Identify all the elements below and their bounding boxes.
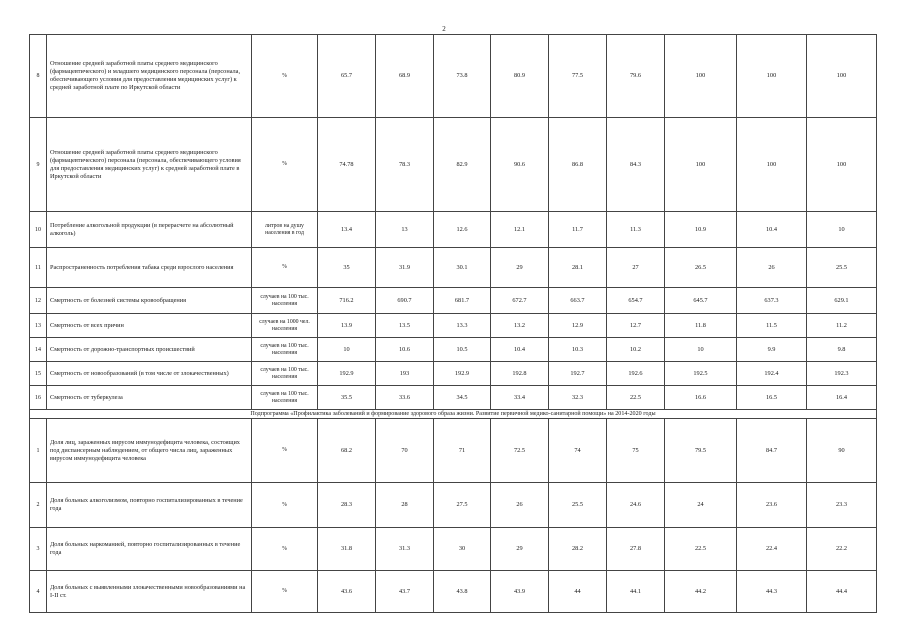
section-title: Подпрограмма «Профилактика заболеваний и формирование здорового образа жизни. Развитие первичной медико-санитарной помощи» на 2014-2020 годы <box>30 410 877 419</box>
table-row <box>30 386 877 410</box>
value-cell: 192.8 <box>491 362 549 386</box>
unit-cell: % <box>252 528 318 571</box>
value-cell: 44.3 <box>737 571 807 613</box>
indicator-name: Смертность от дорожно-транспортных происшествий <box>47 338 252 362</box>
row-number: 9 <box>30 118 47 212</box>
value-cell: 192.6 <box>607 362 665 386</box>
value-cell: 10 <box>665 338 737 362</box>
value-cell: 33.4 <box>491 386 549 410</box>
indicators-table <box>29 34 877 613</box>
table-row <box>30 571 877 613</box>
value-cell: 11.8 <box>665 314 737 338</box>
value-cell: 35.5 <box>318 386 376 410</box>
value-cell: 44 <box>549 571 607 613</box>
value-cell: 33.6 <box>376 386 434 410</box>
unit-cell: случаев на 100 тыс. населения <box>252 288 318 314</box>
value-cell: 84.7 <box>737 419 807 483</box>
value-cell: 12.6 <box>434 212 491 248</box>
value-cell: 22.5 <box>665 528 737 571</box>
value-cell: 11.5 <box>737 314 807 338</box>
value-cell: 65.7 <box>318 35 376 118</box>
page-number: 2 <box>442 25 446 33</box>
value-cell: 86.8 <box>549 118 607 212</box>
value-cell: 100 <box>665 35 737 118</box>
section-header-row <box>30 410 877 419</box>
indicator-name: Смертность от всех причин <box>47 314 252 338</box>
value-cell: 10.9 <box>665 212 737 248</box>
value-cell: 43.9 <box>491 571 549 613</box>
value-cell: 77.5 <box>549 35 607 118</box>
value-cell: 26 <box>737 248 807 288</box>
value-cell: 663.7 <box>549 288 607 314</box>
table-row <box>30 288 877 314</box>
value-cell: 29 <box>491 528 549 571</box>
value-cell: 9.8 <box>807 338 877 362</box>
row-number: 15 <box>30 362 47 386</box>
value-cell: 28.1 <box>549 248 607 288</box>
value-cell: 44.4 <box>807 571 877 613</box>
unit-cell: случаев на 100 тыс. населения <box>252 386 318 410</box>
value-cell: 28 <box>376 483 434 528</box>
value-cell: 716.2 <box>318 288 376 314</box>
value-cell: 84.3 <box>607 118 665 212</box>
table-row <box>30 248 877 288</box>
value-cell: 10.3 <box>549 338 607 362</box>
value-cell: 74 <box>549 419 607 483</box>
unit-cell: % <box>252 118 318 212</box>
value-cell: 192.9 <box>318 362 376 386</box>
value-cell: 31.9 <box>376 248 434 288</box>
value-cell: 10.6 <box>376 338 434 362</box>
value-cell: 9.9 <box>737 338 807 362</box>
value-cell: 31.3 <box>376 528 434 571</box>
value-cell: 192.9 <box>434 362 491 386</box>
value-cell: 100 <box>665 118 737 212</box>
unit-cell: % <box>252 248 318 288</box>
value-cell: 26.5 <box>665 248 737 288</box>
row-number: 2 <box>30 483 47 528</box>
value-cell: 11.3 <box>607 212 665 248</box>
value-cell: 31.8 <box>318 528 376 571</box>
value-cell: 193 <box>376 362 434 386</box>
indicator-name: Доля лиц, зараженных вирусом иммунодефицита человека, состоящих под диспансерным наблюдением, от общего числа лиц, зараженных вирусом иммунодефицита человека <box>47 419 252 483</box>
value-cell: 672.7 <box>491 288 549 314</box>
value-cell: 25.5 <box>807 248 877 288</box>
value-cell: 43.7 <box>376 571 434 613</box>
value-cell: 22.2 <box>807 528 877 571</box>
value-cell: 192.4 <box>737 362 807 386</box>
value-cell: 32.3 <box>549 386 607 410</box>
value-cell: 16.4 <box>807 386 877 410</box>
table-row <box>30 338 877 362</box>
row-number: 8 <box>30 35 47 118</box>
value-cell: 645.7 <box>665 288 737 314</box>
value-cell: 16.6 <box>665 386 737 410</box>
value-cell: 100 <box>807 35 877 118</box>
value-cell: 80.9 <box>491 35 549 118</box>
value-cell: 26 <box>491 483 549 528</box>
value-cell: 25.5 <box>549 483 607 528</box>
row-number: 13 <box>30 314 47 338</box>
indicator-name: Смертность от болезней системы кровообращения <box>47 288 252 314</box>
table-row <box>30 35 877 118</box>
table-row <box>30 362 877 386</box>
value-cell: 27.5 <box>434 483 491 528</box>
indicator-name: Доля больных алкоголизмом, повторно госпитализированных в течение года <box>47 483 252 528</box>
value-cell: 68.9 <box>376 35 434 118</box>
value-cell: 23.6 <box>737 483 807 528</box>
value-cell: 79.6 <box>607 35 665 118</box>
value-cell: 22.4 <box>737 528 807 571</box>
value-cell: 27 <box>607 248 665 288</box>
unit-cell: % <box>252 483 318 528</box>
indicator-name: Доля больных с выявленными злокачественными новообразованиями на I-II ст. <box>47 571 252 613</box>
value-cell: 13.3 <box>434 314 491 338</box>
value-cell: 30.1 <box>434 248 491 288</box>
indicator-name: Отношение средней заработной платы среднего медицинского (фармацевтического) и младшего медицинского персонала (персонала, обеспечивающего условия для предоставления медицинских услуг) к средней заработной плате по Иркутской области <box>47 35 252 118</box>
unit-cell: литров на душу населения в год <box>252 212 318 248</box>
value-cell: 100 <box>807 118 877 212</box>
value-cell: 13.2 <box>491 314 549 338</box>
value-cell: 44.1 <box>607 571 665 613</box>
indicator-name: Потребление алкогольной продукции (в перерасчете на абсолютный алкоголь) <box>47 212 252 248</box>
value-cell: 72.5 <box>491 419 549 483</box>
value-cell: 24.6 <box>607 483 665 528</box>
value-cell: 192.7 <box>549 362 607 386</box>
row-number: 4 <box>30 571 47 613</box>
value-cell: 10.2 <box>607 338 665 362</box>
indicator-name: Смертность от туберкулеза <box>47 386 252 410</box>
unit-cell: случаев на 100 тыс. населения <box>252 338 318 362</box>
row-number: 10 <box>30 212 47 248</box>
value-cell: 11.7 <box>549 212 607 248</box>
value-cell: 24 <box>665 483 737 528</box>
table-row <box>30 419 877 483</box>
value-cell: 13.5 <box>376 314 434 338</box>
value-cell: 12.1 <box>491 212 549 248</box>
unit-cell: случаев на 1000 чел. населения <box>252 314 318 338</box>
value-cell: 13.4 <box>318 212 376 248</box>
value-cell: 70 <box>376 419 434 483</box>
value-cell: 29 <box>491 248 549 288</box>
unit-cell: % <box>252 571 318 613</box>
value-cell: 10.4 <box>737 212 807 248</box>
value-cell: 43.8 <box>434 571 491 613</box>
value-cell: 27.8 <box>607 528 665 571</box>
value-cell: 73.8 <box>434 35 491 118</box>
value-cell: 75 <box>607 419 665 483</box>
indicator-name: Распространенность потребления табака среди взрослого населения <box>47 248 252 288</box>
value-cell: 10 <box>807 212 877 248</box>
value-cell: 654.7 <box>607 288 665 314</box>
value-cell: 681.7 <box>434 288 491 314</box>
unit-cell: случаев на 100 тыс. населения <box>252 362 318 386</box>
value-cell: 690.7 <box>376 288 434 314</box>
value-cell: 23.3 <box>807 483 877 528</box>
value-cell: 82.9 <box>434 118 491 212</box>
row-number: 16 <box>30 386 47 410</box>
value-cell: 100 <box>737 35 807 118</box>
row-number: 14 <box>30 338 47 362</box>
row-number: 3 <box>30 528 47 571</box>
value-cell: 192.3 <box>807 362 877 386</box>
value-cell: 44.2 <box>665 571 737 613</box>
table-row <box>30 483 877 528</box>
indicator-name: Отношение средней заработной платы среднего медицинского (фармацевтического) персонала (персонала, обеспечивающего условия для предоставления медицинских услуг) к средней заработной плате в Иркутской области <box>47 118 252 212</box>
unit-cell: % <box>252 35 318 118</box>
value-cell: 74.78 <box>318 118 376 212</box>
value-cell: 28.3 <box>318 483 376 528</box>
table-row <box>30 212 877 248</box>
value-cell: 30 <box>434 528 491 571</box>
value-cell: 79.5 <box>665 419 737 483</box>
row-number: 11 <box>30 248 47 288</box>
value-cell: 43.6 <box>318 571 376 613</box>
value-cell: 28.2 <box>549 528 607 571</box>
value-cell: 13 <box>376 212 434 248</box>
value-cell: 12.7 <box>607 314 665 338</box>
value-cell: 22.5 <box>607 386 665 410</box>
value-cell: 35 <box>318 248 376 288</box>
value-cell: 34.5 <box>434 386 491 410</box>
value-cell: 11.2 <box>807 314 877 338</box>
value-cell: 13.9 <box>318 314 376 338</box>
value-cell: 12.9 <box>549 314 607 338</box>
value-cell: 78.3 <box>376 118 434 212</box>
table-row <box>30 314 877 338</box>
table-row <box>30 528 877 571</box>
row-number: 12 <box>30 288 47 314</box>
indicator-name: Смертность от новообразований (в том числе от злокачественных) <box>47 362 252 386</box>
unit-cell: % <box>252 419 318 483</box>
value-cell: 90.6 <box>491 118 549 212</box>
value-cell: 192.5 <box>665 362 737 386</box>
value-cell: 68.2 <box>318 419 376 483</box>
value-cell: 90 <box>807 419 877 483</box>
value-cell: 629.1 <box>807 288 877 314</box>
value-cell: 10.5 <box>434 338 491 362</box>
row-number: 1 <box>30 419 47 483</box>
value-cell: 16.5 <box>737 386 807 410</box>
value-cell: 71 <box>434 419 491 483</box>
value-cell: 10.4 <box>491 338 549 362</box>
value-cell: 100 <box>737 118 807 212</box>
value-cell: 637.3 <box>737 288 807 314</box>
table-row <box>30 118 877 212</box>
value-cell: 10 <box>318 338 376 362</box>
indicator-name: Доля больных наркоманией, повторно госпитализированных в течение года <box>47 528 252 571</box>
